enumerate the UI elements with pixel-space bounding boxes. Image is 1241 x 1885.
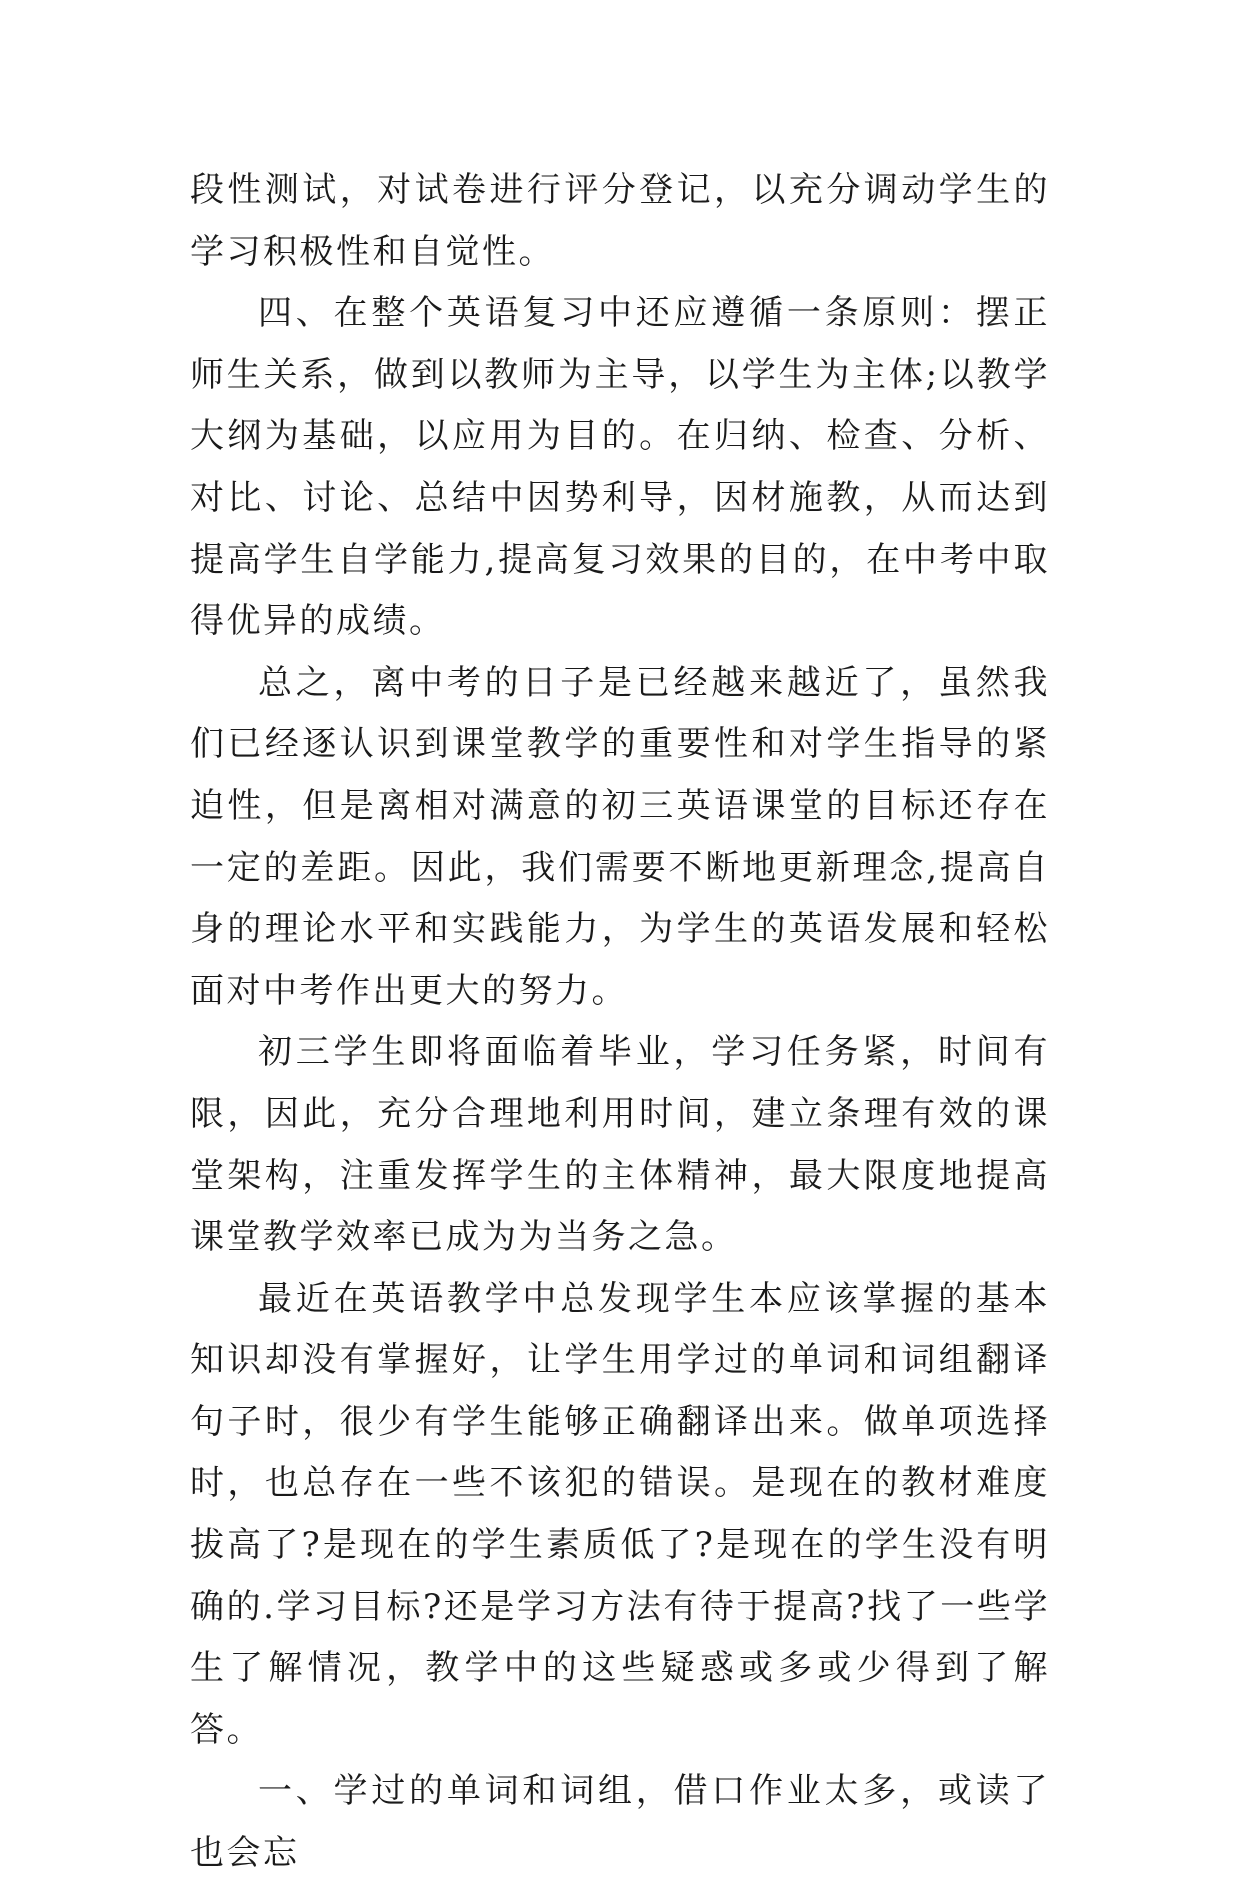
paragraph-4: 初三学生即将面临着毕业，学习任务紧，时间有限，因此，充分合理地利用时间，建立条理有效的课堂架构，注重发挥学生的主体精神，最大限度地提高课堂教学效率已成为为当务之急。: [190, 1032, 1050, 1258]
paragraph-2: 四、在整个英语复习中还应遵循一条原则：摆正师生关系，做到以教师为主导，以学生为主体;以教学大纲为基础，以应用为目的。在归纳、检查、分析、对比、讨论、总结中因势利导，因材施教，从而达到提高学生自学能力,提高复习效果的目的，在中考中取得优异的成绩。: [190, 293, 1050, 642]
paragraph-5: 最近在英语教学中总发现学生本应该掌握的基本知识却没有掌握好，让学生用学过的单词和词组翻译句子时，很少有学生能够正确翻译出来。做单项选择时，也总存在一些不该犯的错误。是现在的教材难度拔高了?是现在的学生素质低了?是现在的学生没有明确的.学习目标?还是学习方法有待于提高?找了一些学生了解情况，教学中的这些疑惑或多或少得到了解答。: [190, 1278, 1050, 1750]
paragraph-6: 一、学过的单词和词组，借口作业太多，或读了也会忘: [190, 1771, 1050, 1874]
paragraph-3: 总之，离中考的日子是已经越来越近了，虽然我们已经逐认识到课堂教学的重要性和对学生指导的紧迫性，但是离相对满意的初三英语课堂的目标还存在一定的差距。因此，我们需要不断地更新理念,提高自身的理论水平和实践能力，为学生的英语发展和轻松面对中考作出更大的努力。: [190, 662, 1050, 1011]
document-page: [190, 160, 1050, 1885]
paragraph-1: 段性测试，对试卷进行评分登记，以充分调动学生的学习积极性和自觉性。: [190, 170, 1050, 272]
